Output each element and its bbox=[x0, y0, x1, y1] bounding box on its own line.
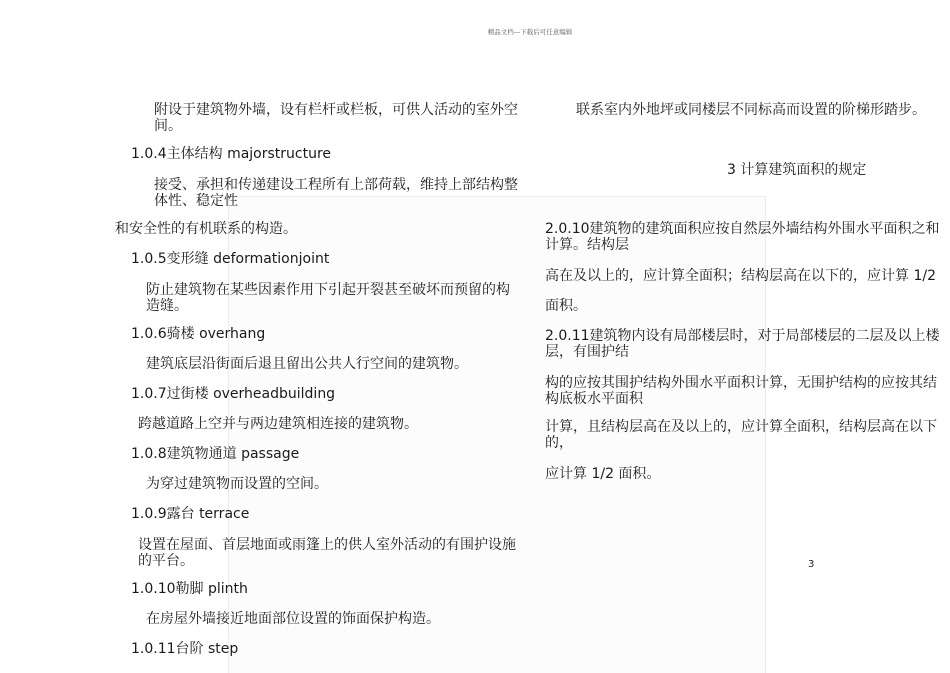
heading-1-0-10: 1.0.10勒脚 plinth bbox=[131, 581, 248, 597]
paragraph-overhead-building: 跨越道路上空并与两边建筑相连接的建筑物。 bbox=[138, 416, 418, 432]
paragraph-2-0-11: 2.0.11建筑物内设有局部楼层时，对于局部楼层的二层及以上楼层，有围护结 bbox=[545, 328, 940, 360]
paragraph-2-0-10-end: 面积。 bbox=[545, 298, 587, 314]
paragraph-passage: 为穿过建筑物而设置的空间。 bbox=[146, 476, 328, 492]
heading-1-0-7: 1.0.7过街楼 overheadbuilding bbox=[131, 386, 336, 402]
paragraph-overhang: 建筑底层沿街面后退且留出公共人行空间的建筑物。 bbox=[146, 356, 468, 372]
heading-1-0-11: 1.0.11台阶 step bbox=[131, 641, 239, 657]
paragraph-2-0-11-end: 应计算 1/2 面积。 bbox=[545, 466, 661, 482]
paragraph-major-structure: 接受、承担和传递建设工程所有上部荷载，维持上部结构整体性、稳定性 bbox=[154, 177, 518, 209]
paragraph-step-definition: 联系室内外地坪或同楼层不同标高而设置的阶梯形踏步。 bbox=[576, 102, 926, 118]
page-header: 精品文档---下载后可任意编辑 bbox=[487, 28, 573, 36]
paragraph-2-0-11-cont: 构的应按其围护结构外围水平面积计算，无围护结构的应按其结构底板水平面积 bbox=[545, 375, 937, 407]
paragraph-2-0-10: 2.0.10建筑物的建筑面积应按自然层外墙结构外围水平面积之和计算。结构层 bbox=[545, 221, 940, 253]
heading-1-0-6: 1.0.6骑楼 overhang bbox=[131, 326, 266, 342]
paragraph-terrace: 设置在屋面、首层地面或雨篷上的供人室外活动的有围护设施的平台。 bbox=[138, 537, 516, 569]
heading-1-0-5: 1.0.5变形缝 deformationjoint bbox=[131, 251, 330, 267]
section-title: 3 计算建筑面积的规定 bbox=[727, 162, 867, 178]
page-number: 3 bbox=[808, 559, 815, 570]
paragraph-2-0-10-cont: 高在及以上的，应计算全面积；结构层高在以下的，应计算 1/2 bbox=[545, 268, 936, 284]
paragraph-plinth: 在房屋外墙接近地面部位设置的饰面保护构造。 bbox=[146, 611, 440, 627]
heading-1-0-4: 1.0.4主体结构 majorstructure bbox=[131, 146, 332, 162]
paragraph-balcony-definition: 附设于建筑物外墙，设有栏杆或栏板，可供人活动的室外空间。 bbox=[154, 102, 518, 134]
paragraph-2-0-11-cont2: 计算，且结构层高在及以上的，应计算全面积，结构层高在以下的， bbox=[545, 419, 937, 451]
heading-1-0-9: 1.0.9露台 terrace bbox=[131, 506, 250, 522]
paragraph-major-structure-cont: 和安全性的有机联系的构造。 bbox=[115, 221, 297, 237]
paragraph-deformation-joint: 防止建筑物在某些因素作用下引起开裂甚至破坏而预留的构造缝。 bbox=[146, 282, 510, 314]
heading-1-0-8: 1.0.8建筑物通道 passage bbox=[131, 446, 300, 462]
